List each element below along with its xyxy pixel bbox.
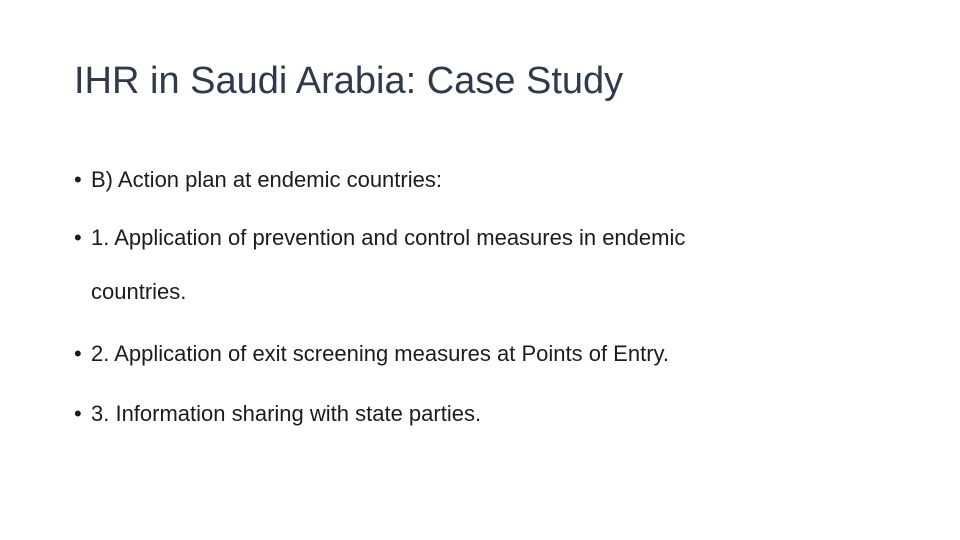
bullet-item-prevention [74, 219, 894, 311]
bullet-text: 1. Application of prevention and control measures in endemic [91, 225, 686, 250]
bullet-item-information-sharing [74, 395, 894, 433]
bullet-dot-icon: • [74, 341, 82, 366]
bullet-text: B) Action plan at endemic countries: [91, 167, 442, 192]
bullet-dot-icon: • [74, 401, 82, 426]
bullet-dot-icon: • [74, 167, 82, 192]
bullet-text-continuation: countries. [91, 279, 187, 304]
bullet-list [74, 161, 894, 433]
bullet-text: 3. Information sharing with state parties. [91, 401, 482, 426]
bullet-item-exit-screening [74, 335, 894, 373]
bullet-dot-icon: • [74, 225, 82, 250]
slide-title: IHR in Saudi Arabia: Case Study [74, 60, 624, 102]
bullet-text: 2. Application of exit screening measures at Points of Entry. [91, 341, 670, 366]
bullet-item-action-plan [74, 161, 894, 199]
